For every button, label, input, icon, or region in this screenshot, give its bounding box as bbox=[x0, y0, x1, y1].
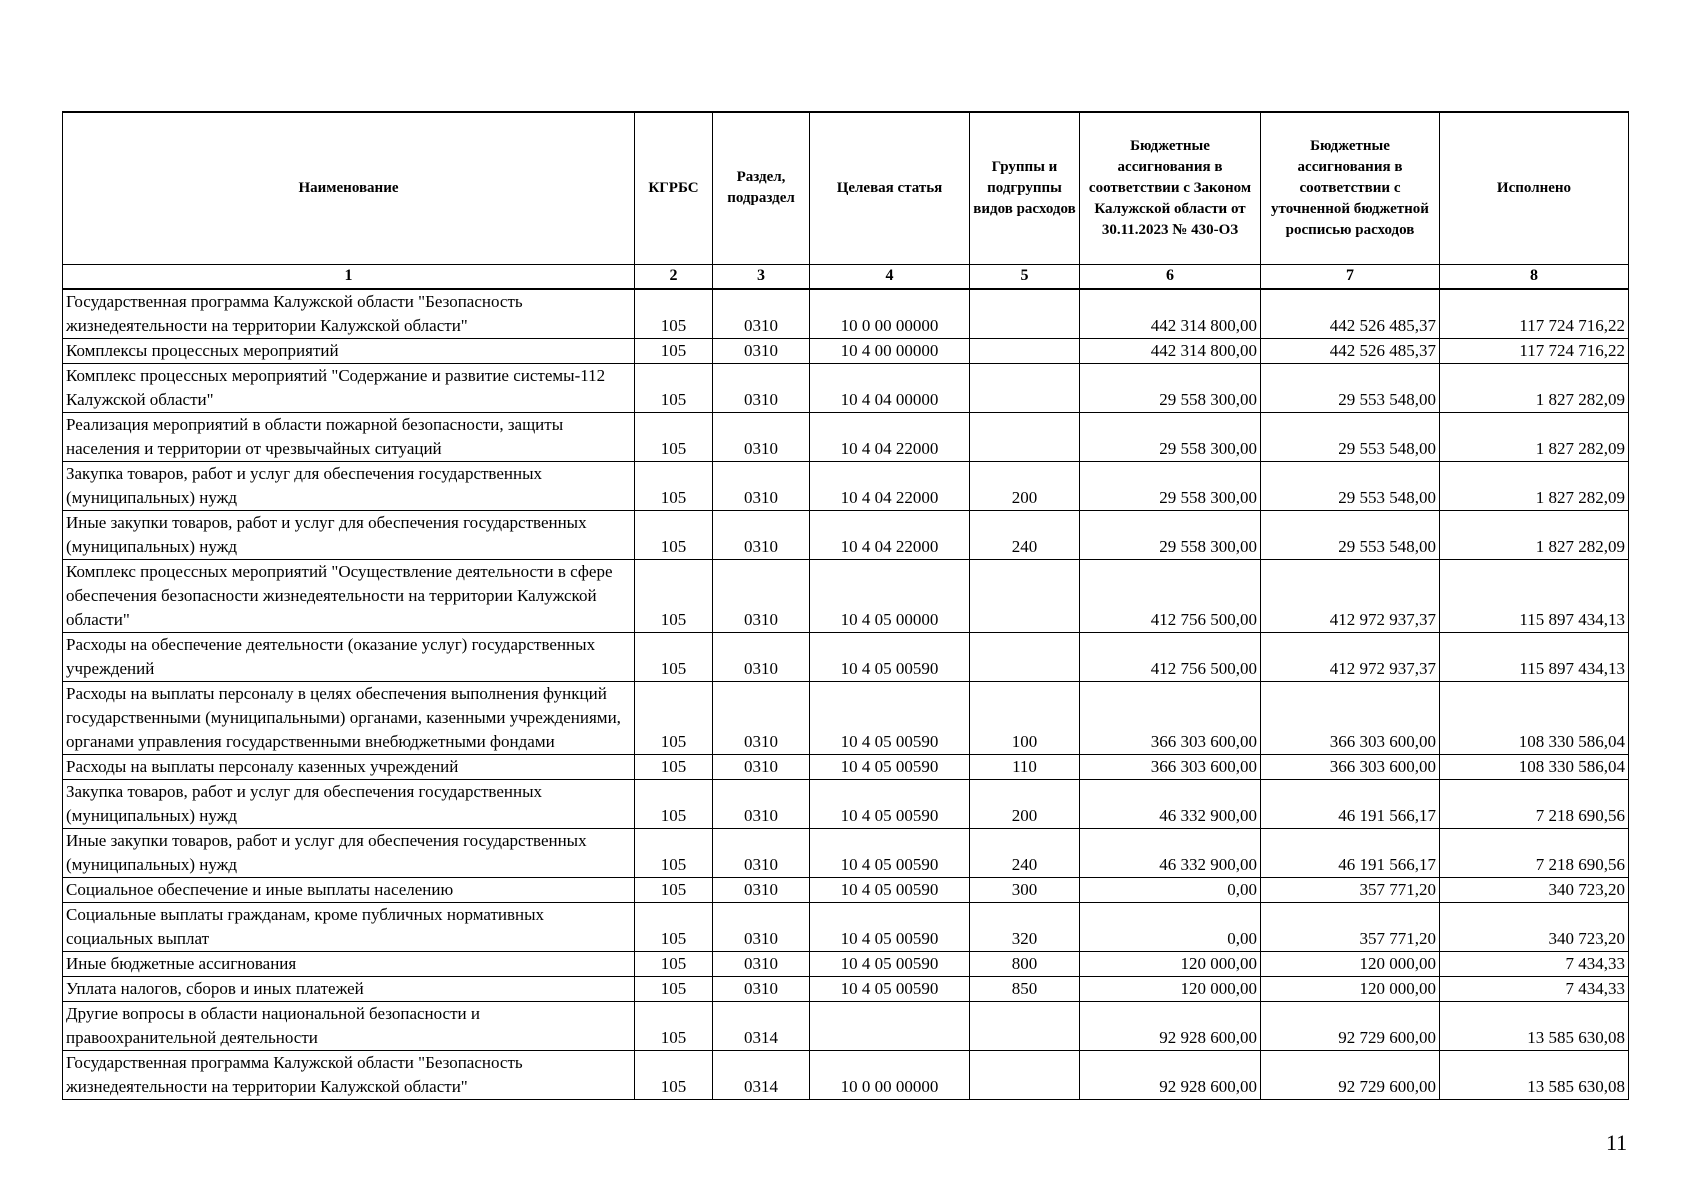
table-row bbox=[63, 681, 1629, 754]
cell-expense-group bbox=[970, 1050, 1080, 1099]
cell-name: Комплекс процессных мероприятий "Содержание и развитие системы-112 Калужской области" bbox=[63, 363, 635, 412]
cell-expense-group: 100 bbox=[970, 681, 1080, 754]
cell-name: Социальные выплаты гражданам, кроме публичных нормативных социальных выплат bbox=[63, 902, 635, 951]
cell-target-article: 10 4 05 00590 bbox=[810, 976, 970, 1001]
cell-refined-allocation: 357 771,20 bbox=[1261, 902, 1440, 951]
cell-refined-allocation: 120 000,00 bbox=[1261, 951, 1440, 976]
cell-kgrbs: 105 bbox=[635, 338, 713, 363]
cell-expense-group: 240 bbox=[970, 510, 1080, 559]
cell-target-article: 10 0 00 00000 bbox=[810, 1050, 970, 1099]
cell-razdel: 0310 bbox=[713, 632, 810, 681]
cell-executed: 117 724 716,22 bbox=[1440, 289, 1629, 339]
cell-target-article: 10 4 04 22000 bbox=[810, 461, 970, 510]
cell-target-article: 10 4 05 00590 bbox=[810, 877, 970, 902]
cell-razdel: 0310 bbox=[713, 461, 810, 510]
cell-executed: 108 330 586,04 bbox=[1440, 754, 1629, 779]
cell-kgrbs: 105 bbox=[635, 510, 713, 559]
header-refined-allocations: Бюджетные ассигнования в соответствии с уточненной бюджетной росписью расходов bbox=[1261, 112, 1440, 264]
header-law-allocations: Бюджетные ассигнования в соответствии с Законом Калужской области от 30.11.2023 № 430-ОЗ bbox=[1080, 112, 1261, 264]
cell-law-allocation: 366 303 600,00 bbox=[1080, 754, 1261, 779]
cell-razdel: 0310 bbox=[713, 877, 810, 902]
cell-law-allocation: 0,00 bbox=[1080, 877, 1261, 902]
cell-executed: 117 724 716,22 bbox=[1440, 338, 1629, 363]
cell-target-article: 10 0 00 00000 bbox=[810, 289, 970, 339]
cell-razdel: 0314 bbox=[713, 1050, 810, 1099]
cell-refined-allocation: 29 553 548,00 bbox=[1261, 510, 1440, 559]
cell-target-article: 10 4 04 22000 bbox=[810, 412, 970, 461]
cell-razdel: 0310 bbox=[713, 338, 810, 363]
table-row bbox=[63, 951, 1629, 976]
cell-expense-group bbox=[970, 412, 1080, 461]
cell-law-allocation: 92 928 600,00 bbox=[1080, 1001, 1261, 1050]
cell-law-allocation: 442 314 800,00 bbox=[1080, 338, 1261, 363]
cell-expense-group bbox=[970, 363, 1080, 412]
cell-expense-group: 300 bbox=[970, 877, 1080, 902]
cell-law-allocation: 29 558 300,00 bbox=[1080, 412, 1261, 461]
cell-target-article: 10 4 05 00590 bbox=[810, 754, 970, 779]
cell-name: Комплекс процессных мероприятий "Осуществление деятельности в сфере обеспечения безопасности жизнедеятельности на территории Калужской области" bbox=[63, 559, 635, 632]
table-row bbox=[63, 902, 1629, 951]
cell-name: Другие вопросы в области национальной безопасности и правоохранительной деятельности bbox=[63, 1001, 635, 1050]
cell-kgrbs: 105 bbox=[635, 779, 713, 828]
cell-expense-group bbox=[970, 1001, 1080, 1050]
cell-kgrbs: 105 bbox=[635, 902, 713, 951]
cell-executed: 340 723,20 bbox=[1440, 877, 1629, 902]
cell-target-article: 10 4 00 00000 bbox=[810, 338, 970, 363]
cell-name: Расходы на выплаты персоналу в целях обеспечения выполнения функций государственными (муниципальными) органами, казенными учреждениями, органами управления государственными внебюджетными фондами bbox=[63, 681, 635, 754]
cell-executed: 13 585 630,08 bbox=[1440, 1001, 1629, 1050]
cell-razdel: 0310 bbox=[713, 828, 810, 877]
column-number: 3 bbox=[713, 264, 810, 289]
cell-law-allocation: 29 558 300,00 bbox=[1080, 461, 1261, 510]
cell-kgrbs: 105 bbox=[635, 681, 713, 754]
cell-law-allocation: 120 000,00 bbox=[1080, 976, 1261, 1001]
cell-kgrbs: 105 bbox=[635, 289, 713, 339]
table-row bbox=[63, 754, 1629, 779]
table-row bbox=[63, 363, 1629, 412]
cell-target-article: 10 4 05 00590 bbox=[810, 632, 970, 681]
column-number: 7 bbox=[1261, 264, 1440, 289]
cell-kgrbs: 105 bbox=[635, 1001, 713, 1050]
cell-executed: 115 897 434,13 bbox=[1440, 632, 1629, 681]
cell-kgrbs: 105 bbox=[635, 632, 713, 681]
cell-target-article: 10 4 05 00000 bbox=[810, 559, 970, 632]
cell-refined-allocation: 29 553 548,00 bbox=[1261, 461, 1440, 510]
cell-name: Иные закупки товаров, работ и услуг для обеспечения государственных (муниципальных) нужд bbox=[63, 828, 635, 877]
cell-razdel: 0310 bbox=[713, 510, 810, 559]
cell-target-article: 10 4 05 00590 bbox=[810, 902, 970, 951]
cell-kgrbs: 105 bbox=[635, 461, 713, 510]
header-expense-groups: Группы и подгруппы видов расходов bbox=[970, 112, 1080, 264]
header-executed: Исполнено bbox=[1440, 112, 1629, 264]
cell-law-allocation: 0,00 bbox=[1080, 902, 1261, 951]
cell-law-allocation: 120 000,00 bbox=[1080, 951, 1261, 976]
cell-law-allocation: 29 558 300,00 bbox=[1080, 510, 1261, 559]
cell-target-article: 10 4 04 00000 bbox=[810, 363, 970, 412]
column-number: 8 bbox=[1440, 264, 1629, 289]
cell-law-allocation: 29 558 300,00 bbox=[1080, 363, 1261, 412]
cell-target-article bbox=[810, 1001, 970, 1050]
cell-kgrbs: 105 bbox=[635, 754, 713, 779]
cell-kgrbs: 105 bbox=[635, 412, 713, 461]
cell-law-allocation: 46 332 900,00 bbox=[1080, 779, 1261, 828]
cell-executed: 115 897 434,13 bbox=[1440, 559, 1629, 632]
cell-name: Иные бюджетные ассигнования bbox=[63, 951, 635, 976]
table-row bbox=[63, 510, 1629, 559]
cell-executed: 1 827 282,09 bbox=[1440, 363, 1629, 412]
cell-name: Закупка товаров, работ и услуг для обеспечения государственных (муниципальных) нужд bbox=[63, 461, 635, 510]
cell-razdel: 0310 bbox=[713, 559, 810, 632]
table-row bbox=[63, 1001, 1629, 1050]
cell-name: Государственная программа Калужской области "Безопасность жизнедеятельности на территории Калужской области" bbox=[63, 289, 635, 339]
cell-executed: 7 434,33 bbox=[1440, 976, 1629, 1001]
cell-refined-allocation: 29 553 548,00 bbox=[1261, 412, 1440, 461]
cell-name: Реализация мероприятий в области пожарной безопасности, защиты населения и территории от чрезвычайных ситуаций bbox=[63, 412, 635, 461]
header-name: Наименование bbox=[63, 112, 635, 264]
column-number: 2 bbox=[635, 264, 713, 289]
column-number-row bbox=[63, 264, 1629, 289]
cell-expense-group bbox=[970, 289, 1080, 339]
cell-kgrbs: 105 bbox=[635, 559, 713, 632]
cell-target-article: 10 4 05 00590 bbox=[810, 828, 970, 877]
cell-refined-allocation: 357 771,20 bbox=[1261, 877, 1440, 902]
table-row bbox=[63, 779, 1629, 828]
table-row bbox=[63, 289, 1629, 339]
cell-expense-group: 200 bbox=[970, 461, 1080, 510]
cell-kgrbs: 105 bbox=[635, 976, 713, 1001]
cell-kgrbs: 105 bbox=[635, 828, 713, 877]
cell-expense-group: 110 bbox=[970, 754, 1080, 779]
table-row bbox=[63, 412, 1629, 461]
table-row bbox=[63, 338, 1629, 363]
cell-executed: 340 723,20 bbox=[1440, 902, 1629, 951]
cell-executed: 7 218 690,56 bbox=[1440, 779, 1629, 828]
cell-name: Расходы на обеспечение деятельности (оказание услуг) государственных учреждений bbox=[63, 632, 635, 681]
cell-expense-group bbox=[970, 632, 1080, 681]
cell-law-allocation: 92 928 600,00 bbox=[1080, 1050, 1261, 1099]
table-row bbox=[63, 461, 1629, 510]
cell-refined-allocation: 442 526 485,37 bbox=[1261, 338, 1440, 363]
cell-executed: 7 434,33 bbox=[1440, 951, 1629, 976]
cell-refined-allocation: 412 972 937,37 bbox=[1261, 559, 1440, 632]
cell-razdel: 0310 bbox=[713, 412, 810, 461]
cell-refined-allocation: 442 526 485,37 bbox=[1261, 289, 1440, 339]
cell-razdel: 0310 bbox=[713, 363, 810, 412]
cell-name: Социальное обеспечение и иные выплаты населению bbox=[63, 877, 635, 902]
cell-kgrbs: 105 bbox=[635, 1050, 713, 1099]
cell-executed: 1 827 282,09 bbox=[1440, 412, 1629, 461]
cell-executed: 1 827 282,09 bbox=[1440, 510, 1629, 559]
cell-law-allocation: 412 756 500,00 bbox=[1080, 632, 1261, 681]
page-number: 11 bbox=[1606, 1130, 1628, 1155]
cell-law-allocation: 412 756 500,00 bbox=[1080, 559, 1261, 632]
cell-executed: 1 827 282,09 bbox=[1440, 461, 1629, 510]
header-target-article: Целевая статья bbox=[810, 112, 970, 264]
cell-law-allocation: 366 303 600,00 bbox=[1080, 681, 1261, 754]
cell-refined-allocation: 29 553 548,00 bbox=[1261, 363, 1440, 412]
cell-razdel: 0310 bbox=[713, 681, 810, 754]
cell-expense-group bbox=[970, 559, 1080, 632]
cell-name: Государственная программа Калужской области "Безопасность жизнедеятельности на территории Калужской области" bbox=[63, 1050, 635, 1099]
cell-executed: 108 330 586,04 bbox=[1440, 681, 1629, 754]
cell-name: Комплексы процессных мероприятий bbox=[63, 338, 635, 363]
table-row bbox=[63, 828, 1629, 877]
cell-expense-group: 850 bbox=[970, 976, 1080, 1001]
cell-target-article: 10 4 05 00590 bbox=[810, 951, 970, 976]
cell-refined-allocation: 120 000,00 bbox=[1261, 976, 1440, 1001]
cell-razdel: 0310 bbox=[713, 754, 810, 779]
cell-name: Иные закупки товаров, работ и услуг для обеспечения государственных (муниципальных) нужд bbox=[63, 510, 635, 559]
cell-name: Закупка товаров, работ и услуг для обеспечения государственных (муниципальных) нужд bbox=[63, 779, 635, 828]
cell-target-article: 10 4 04 22000 bbox=[810, 510, 970, 559]
cell-refined-allocation: 366 303 600,00 bbox=[1261, 754, 1440, 779]
cell-expense-group: 240 bbox=[970, 828, 1080, 877]
cell-refined-allocation: 366 303 600,00 bbox=[1261, 681, 1440, 754]
cell-expense-group bbox=[970, 338, 1080, 363]
cell-target-article: 10 4 05 00590 bbox=[810, 779, 970, 828]
cell-kgrbs: 105 bbox=[635, 363, 713, 412]
cell-executed: 7 218 690,56 bbox=[1440, 828, 1629, 877]
cell-expense-group: 320 bbox=[970, 902, 1080, 951]
cell-expense-group: 200 bbox=[970, 779, 1080, 828]
cell-name: Расходы на выплаты персоналу казенных учреждений bbox=[63, 754, 635, 779]
cell-refined-allocation: 92 729 600,00 bbox=[1261, 1001, 1440, 1050]
cell-name: Уплата налогов, сборов и иных платежей bbox=[63, 976, 635, 1001]
cell-razdel: 0310 bbox=[713, 779, 810, 828]
cell-razdel: 0310 bbox=[713, 289, 810, 339]
table-row bbox=[63, 976, 1629, 1001]
header-razdel: Раздел, подраздел bbox=[713, 112, 810, 264]
cell-kgrbs: 105 bbox=[635, 877, 713, 902]
cell-law-allocation: 442 314 800,00 bbox=[1080, 289, 1261, 339]
cell-razdel: 0310 bbox=[713, 902, 810, 951]
cell-razdel: 0310 bbox=[713, 951, 810, 976]
cell-target-article: 10 4 05 00590 bbox=[810, 681, 970, 754]
cell-kgrbs: 105 bbox=[635, 951, 713, 976]
header-kgrbs: КГРБС bbox=[635, 112, 713, 264]
budget-table bbox=[62, 111, 1629, 1100]
cell-razdel: 0310 bbox=[713, 976, 810, 1001]
table-body bbox=[63, 289, 1629, 1100]
column-number: 6 bbox=[1080, 264, 1261, 289]
column-number: 4 bbox=[810, 264, 970, 289]
table-row bbox=[63, 1050, 1629, 1099]
cell-razdel: 0314 bbox=[713, 1001, 810, 1050]
budget-table-container bbox=[62, 111, 1628, 1100]
cell-refined-allocation: 92 729 600,00 bbox=[1261, 1050, 1440, 1099]
table-row bbox=[63, 632, 1629, 681]
column-number: 1 bbox=[63, 264, 635, 289]
header-row bbox=[63, 112, 1629, 264]
cell-law-allocation: 46 332 900,00 bbox=[1080, 828, 1261, 877]
cell-refined-allocation: 46 191 566,17 bbox=[1261, 828, 1440, 877]
cell-refined-allocation: 412 972 937,37 bbox=[1261, 632, 1440, 681]
cell-refined-allocation: 46 191 566,17 bbox=[1261, 779, 1440, 828]
table-row bbox=[63, 559, 1629, 632]
cell-executed: 13 585 630,08 bbox=[1440, 1050, 1629, 1099]
table-row bbox=[63, 877, 1629, 902]
column-number: 5 bbox=[970, 264, 1080, 289]
cell-expense-group: 800 bbox=[970, 951, 1080, 976]
